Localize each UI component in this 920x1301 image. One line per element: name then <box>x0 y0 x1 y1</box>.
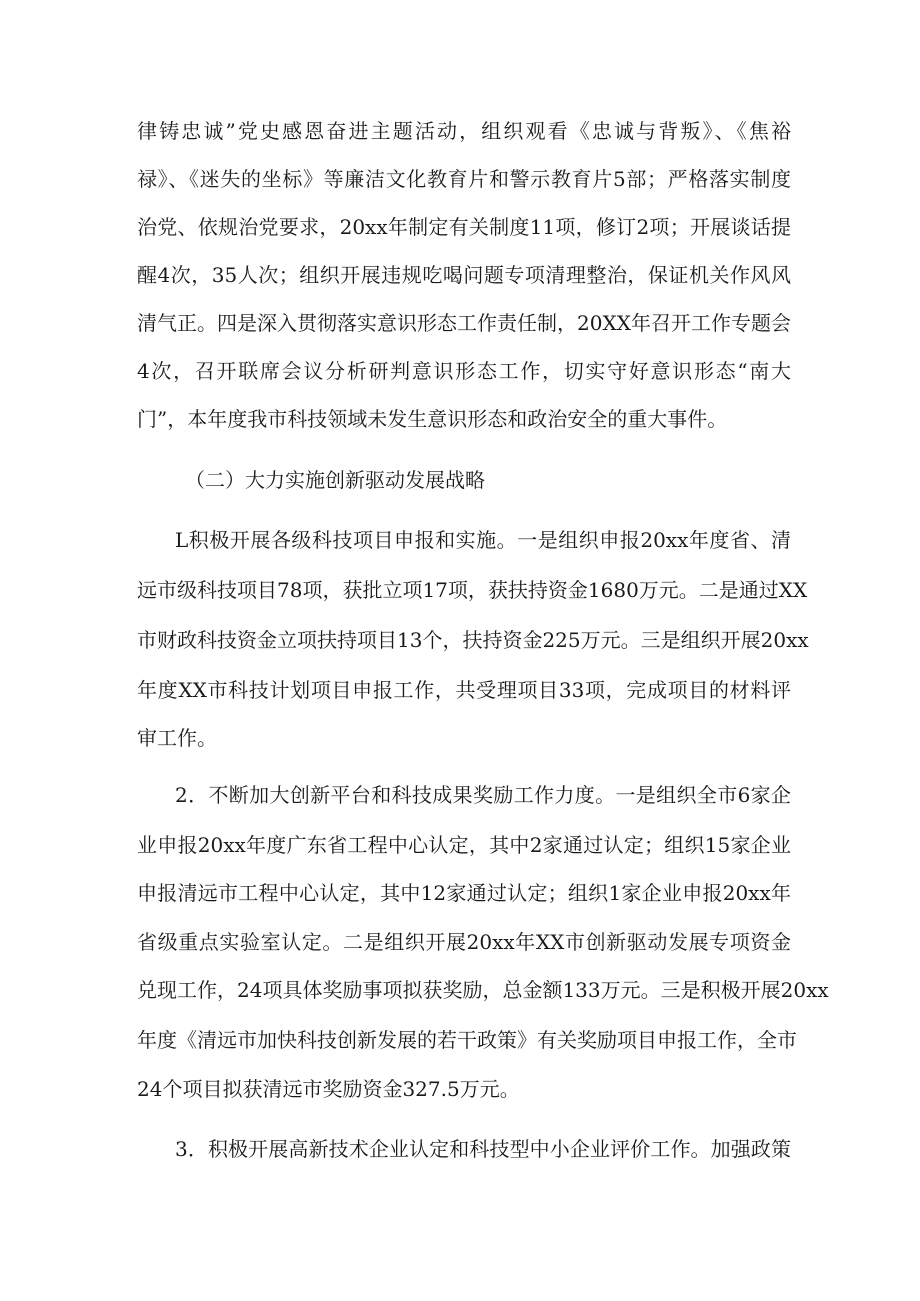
text-line: L积极开展各级科技项目申报和实施。一是组织申报20xx年度省、清 <box>175 528 791 552</box>
text-line: 律铸忠诚”党史感恩奋进主题活动，组织观看《忠诚与背叛》、《焦裕 <box>137 119 791 143</box>
text-line: 3．积极开展高新技术企业认定和科技型中小企业评价工作。加强政策 <box>175 1137 791 1161</box>
text-line: 24个项目拟获清远市奖励资金327.5万元。 <box>137 1077 520 1101</box>
text-line: 审工作。 <box>137 726 217 750</box>
text-line: 2．不断加大创新平台和科技成果奖励工作力度。一是组织全市6家企 <box>175 783 791 807</box>
text-line: 年度《清远市加快科技创新发展的若干政策》有关奖励项目申报工作，全市 <box>137 1028 797 1052</box>
text-line: 兑现工作，24项具体奖励事项拟获奖励，总金额133万元。三是积极开展20xx <box>137 978 829 1002</box>
text-line: 申报清远市工程中心认定，其中12家通过认定；组织1家企业申报20xx年 <box>137 881 791 905</box>
text-line: 醒4次，35人次；组织开展违规吃喝问题专项清理整治，保证机关作风风 <box>137 263 791 287</box>
text-line: 市财政科技资金立项扶持项目13个，扶持资金225万元。三是组织开展20xx <box>137 628 809 652</box>
text-line: 门”，本年度我市科技领域未发生意识形态和政治安全的重大事件。 <box>137 407 728 431</box>
text-line: 治党、依规治党要求，20xx年制定有关制度11项，修订2项；开展谈话提 <box>137 215 791 239</box>
section-heading: （二）大力实施创新驱动发展战略 <box>185 468 485 492</box>
text-line: 清气正。四是深入贯彻落实意识形态工作责任制，20XX年召开工作专题会 <box>137 311 791 335</box>
text-line: 禄》、《迷失的坐标》等廉洁文化教育片和警示教育片5部；严格落实制度 <box>137 167 791 191</box>
text-line: 省级重点实验室认定。二是组织开展20xx年XX市创新驱动发展专项资金 <box>137 930 791 954</box>
text-line: 业申报20xx年度广东省工程中心认定，其中2家通过认定；组织15家企业 <box>137 833 791 857</box>
text-line: 年度XX市科技计划项目申报工作，共受理项目33项，完成项目的材料评 <box>137 678 791 702</box>
text-line: 远市级科技项目78项，获批立项17项，获扶持资金1680万元。二是通过XX <box>137 578 808 602</box>
text-line: 4次，召开联席会议分析研判意识形态工作，切实守好意识形态“南大 <box>137 359 791 383</box>
